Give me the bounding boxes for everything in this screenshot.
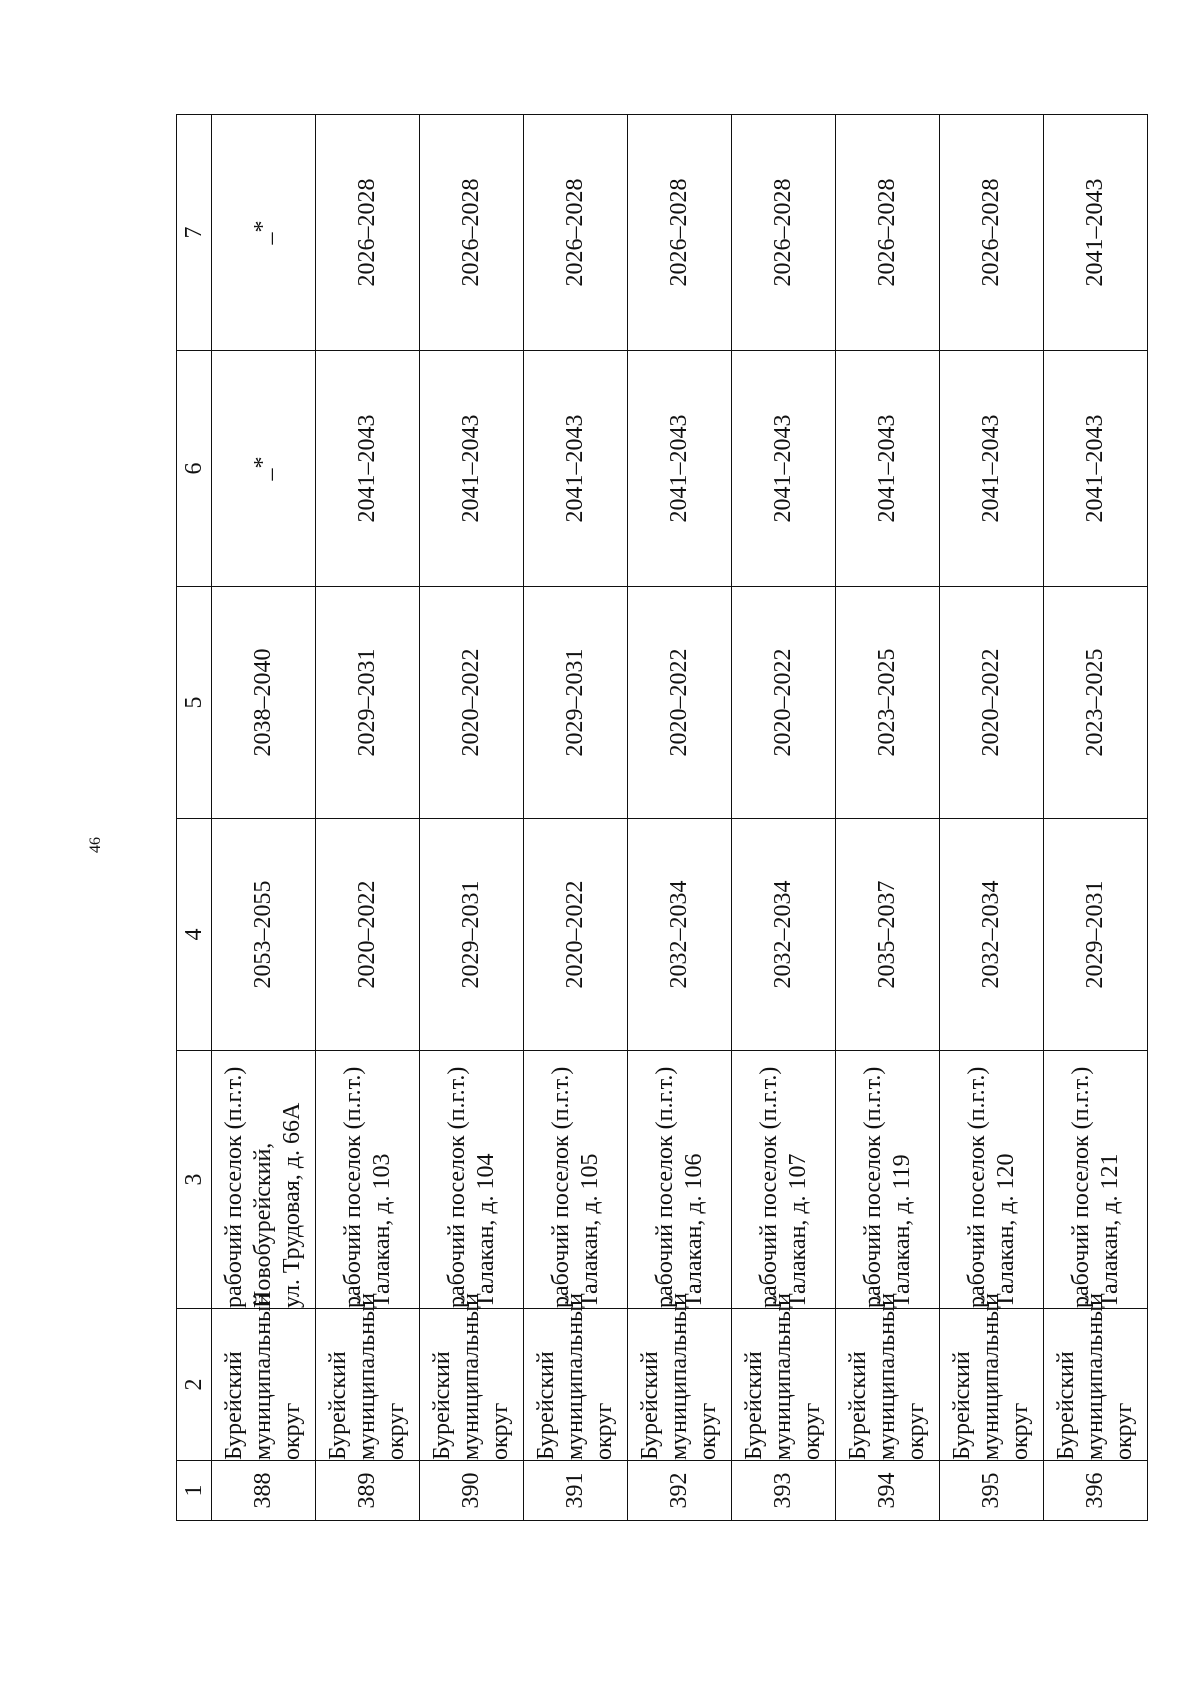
period-cell-col7: 2026–2028 xyxy=(524,115,628,351)
district-line: округ xyxy=(591,1402,617,1460)
district-line: муниципальный xyxy=(978,1292,1004,1460)
period-cell-col5: 2020–2022 xyxy=(732,587,836,819)
period-cell-col7: _* xyxy=(212,115,316,351)
address-line: рабочий поселок (п.г.т.) xyxy=(755,1066,782,1308)
period-cell-col7: 2041–2043 xyxy=(1044,115,1148,351)
district-line: муниципальный xyxy=(874,1292,900,1460)
district-cell xyxy=(524,1292,628,1461)
address-line: Талакан, д. 104 xyxy=(472,1153,499,1308)
address-line: рабочий поселок (п.г.т.) xyxy=(443,1066,470,1308)
district-line: Бурейский xyxy=(1053,1351,1079,1460)
housing-repair-table xyxy=(176,114,1148,1521)
row-number-cell: 390 xyxy=(420,1461,524,1521)
district-cell xyxy=(836,1292,940,1461)
address-cell xyxy=(628,1051,732,1309)
period-cell-col4: 2020–2022 xyxy=(316,819,420,1051)
period-cell-col6: 2041–2043 xyxy=(628,351,732,587)
period-cell-col6: 2041–2043 xyxy=(1044,351,1148,587)
row-number-cell: 395 xyxy=(940,1461,1044,1521)
header-cell-2: 2 xyxy=(177,1309,212,1461)
table-row xyxy=(1044,115,1148,1521)
header-cell-1: 1 xyxy=(177,1461,212,1521)
district-line: округ xyxy=(487,1402,513,1460)
period-cell-col6: 2041–2043 xyxy=(420,351,524,587)
address-cell xyxy=(524,1051,628,1309)
header-cell-3: 3 xyxy=(177,1051,212,1309)
table-row xyxy=(732,115,836,1521)
district-line: округ xyxy=(799,1402,825,1460)
district-line: Бурейский xyxy=(533,1351,559,1460)
period-cell-col5: 2038–2040 xyxy=(212,587,316,819)
header-cell-5: 5 xyxy=(177,587,212,819)
row-number-cell: 396 xyxy=(1044,1461,1148,1521)
period-cell-col7: 2026–2028 xyxy=(628,115,732,351)
table-body xyxy=(177,115,1148,1521)
period-cell-col7: 2026–2028 xyxy=(940,115,1044,351)
district-line: муниципальный xyxy=(1082,1292,1108,1460)
period-cell-col6: 2041–2043 xyxy=(732,351,836,587)
period-cell-col4: 2053–2055 xyxy=(212,819,316,1051)
rotated-table-container xyxy=(176,115,1140,1521)
district-line: Бурейский xyxy=(741,1351,767,1460)
period-cell-col6: 2041–2043 xyxy=(940,351,1044,587)
address-cell xyxy=(316,1051,420,1309)
district-cell xyxy=(316,1292,420,1461)
period-cell-col5: 2029–2031 xyxy=(524,587,628,819)
period-cell-col5: 2020–2022 xyxy=(420,587,524,819)
table-row xyxy=(628,115,732,1521)
district-line: Бурейский xyxy=(429,1351,455,1460)
district-cell xyxy=(1044,1292,1148,1461)
address-line: Талакан, д. 120 xyxy=(992,1153,1019,1308)
row-number-cell: 394 xyxy=(836,1461,940,1521)
header-cell-7: 7 xyxy=(177,115,212,351)
address-line: Талакан, д. 119 xyxy=(888,1154,915,1308)
address-line: рабочий поселок (п.г.т.) xyxy=(339,1066,366,1308)
address-cell xyxy=(212,1051,316,1309)
district-line: муниципальный xyxy=(770,1292,796,1460)
address-cell xyxy=(940,1051,1044,1309)
district-line: муниципальный xyxy=(458,1292,484,1460)
period-cell-col4: 2032–2034 xyxy=(732,819,836,1051)
address-line: рабочий поселок (п.г.т.) xyxy=(547,1066,574,1308)
period-cell-col4: 2020–2022 xyxy=(524,819,628,1051)
period-cell-col5: 2023–2025 xyxy=(1044,587,1148,819)
header-cell-4: 4 xyxy=(177,819,212,1051)
period-cell-col7: 2026–2028 xyxy=(732,115,836,351)
row-number-cell: 391 xyxy=(524,1461,628,1521)
address-line: ул. Трудовая, д. 66А xyxy=(279,1102,305,1308)
page-number: 46 xyxy=(87,837,104,853)
district-line: округ xyxy=(1007,1402,1033,1460)
period-cell-col4: 2032–2034 xyxy=(628,819,732,1051)
address-line: рабочий поселок (п.г.т.) xyxy=(859,1066,886,1308)
row-number-cell: 393 xyxy=(732,1461,836,1521)
period-cell-col5: 2020–2022 xyxy=(628,587,732,819)
address-line: Талакан, д. 105 xyxy=(576,1153,603,1308)
address-line: рабочий поселок (п.г.т.) xyxy=(963,1066,990,1308)
address-cell xyxy=(420,1051,524,1309)
district-line: Бурейский xyxy=(221,1351,247,1460)
district-line: Бурейский xyxy=(949,1351,975,1460)
address-line: Талакан, д. 106 xyxy=(680,1153,707,1308)
district-line: Бурейский xyxy=(637,1351,663,1460)
table-row xyxy=(940,115,1044,1521)
table-row xyxy=(316,115,420,1521)
period-cell-col5: 2023–2025 xyxy=(836,587,940,819)
period-cell-col7: 2026–2028 xyxy=(316,115,420,351)
period-cell-col5: 2020–2022 xyxy=(940,587,1044,819)
row-number-cell: 389 xyxy=(316,1461,420,1521)
header-cell-6: 6 xyxy=(177,351,212,587)
district-cell xyxy=(628,1292,732,1461)
address-line: рабочий поселок (п.г.т.) xyxy=(1067,1066,1094,1308)
district-line: муниципальный xyxy=(666,1292,692,1460)
district-cell xyxy=(940,1292,1044,1461)
period-cell-col6: 2041–2043 xyxy=(316,351,420,587)
district-cell xyxy=(420,1292,524,1461)
period-cell-col4: 2035–2037 xyxy=(836,819,940,1051)
district-line: округ xyxy=(903,1402,929,1460)
district-line: округ xyxy=(383,1402,409,1460)
address-line: Талакан, д. 121 xyxy=(1096,1153,1123,1308)
address-line: Талакан, д. 107 xyxy=(784,1153,811,1308)
district-cell xyxy=(212,1292,316,1461)
table-row xyxy=(420,115,524,1521)
period-cell-col4: 2029–2031 xyxy=(1044,819,1148,1051)
address-line: рабочий поселок (п.г.т.) xyxy=(651,1066,678,1308)
period-cell-col5: 2029–2031 xyxy=(316,587,420,819)
address-cell xyxy=(732,1051,836,1309)
district-line: Бурейский xyxy=(325,1351,351,1460)
district-line: муниципальный xyxy=(354,1292,380,1460)
address-line: Талакан, д. 103 xyxy=(368,1153,395,1308)
district-line: Бурейский xyxy=(845,1351,871,1460)
district-cell xyxy=(732,1292,836,1461)
address-cell xyxy=(1044,1051,1148,1309)
period-cell-col4: 2032–2034 xyxy=(940,819,1044,1051)
address-line: рабочий поселок (п.г.т.) xyxy=(221,1066,247,1308)
header-row xyxy=(177,115,212,1521)
period-cell-col6: 2041–2043 xyxy=(524,351,628,587)
district-line: муниципальный xyxy=(250,1292,276,1460)
table-row xyxy=(836,115,940,1521)
district-line: округ xyxy=(695,1402,721,1460)
row-number-cell: 392 xyxy=(628,1461,732,1521)
period-cell-col7: 2026–2028 xyxy=(420,115,524,351)
district-line: муниципальный xyxy=(562,1292,588,1460)
table-row xyxy=(524,115,628,1521)
address-cell xyxy=(836,1051,940,1309)
district-line: округ xyxy=(279,1402,305,1460)
period-cell-col7: 2026–2028 xyxy=(836,115,940,351)
table-row xyxy=(212,115,316,1521)
period-cell-col6: _* xyxy=(212,351,316,587)
address-line: Новобурейский, xyxy=(250,1142,276,1308)
district-line: округ xyxy=(1111,1402,1137,1460)
row-number-cell: 388 xyxy=(212,1461,316,1521)
period-cell-col6: 2041–2043 xyxy=(836,351,940,587)
period-cell-col4: 2029–2031 xyxy=(420,819,524,1051)
